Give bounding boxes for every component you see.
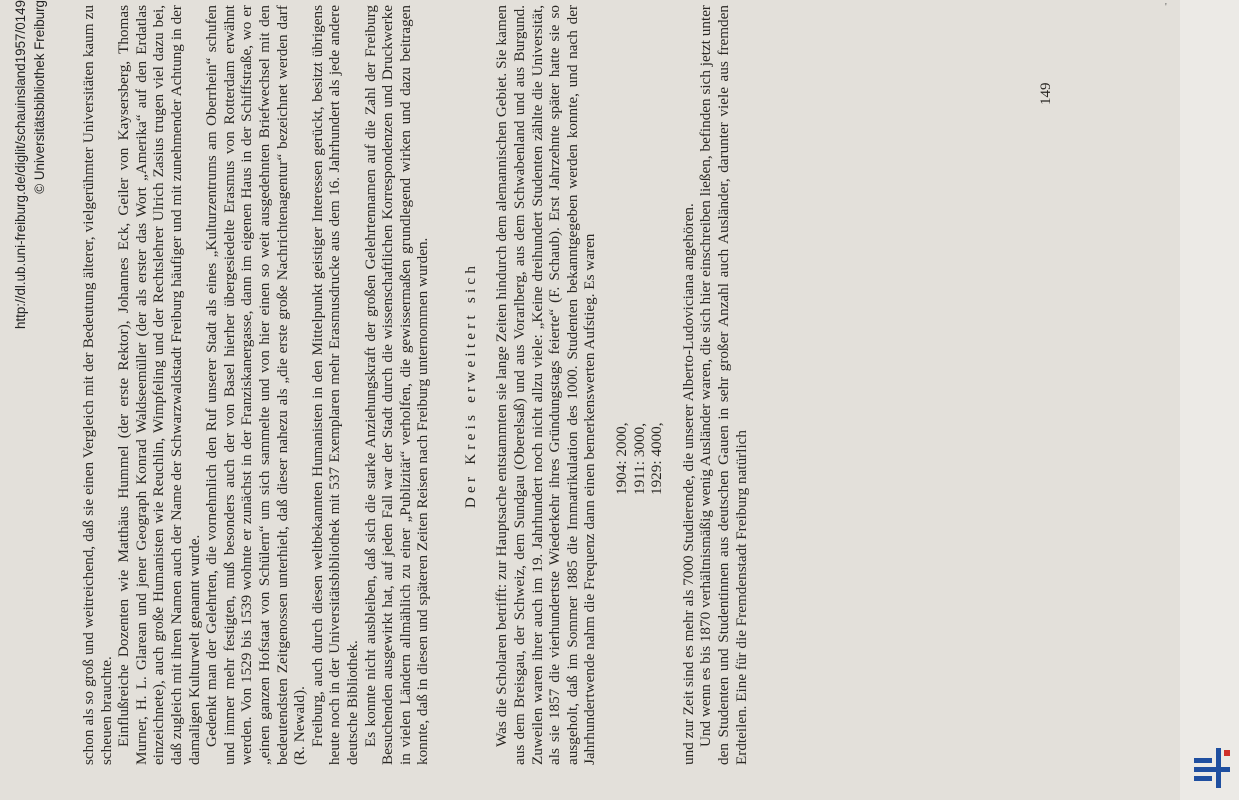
- paragraph-5: Es konnte nicht ausbleiben, daß sich die starke Anziehungskraft der großen Gelehrtennamen auf die Zahl der Freiburg Besuchenden ausgewirkt hat, auf jeden Fall war der Stadt durch die wissenschaftlichen Korrespondenzen und Druckwerke in vielen Ländern allmählich zu einer „Publizität“ verholfen, die gewissermaßen grundlegend wirken und dazu beitragen konnte, daß in diesen und späteren Zeiten Reisen nach Freiburg unternommen wurden.: [361, 5, 432, 765]
- logo-red-accent: [1224, 750, 1230, 756]
- paragraph-3: Gedenkt man der Gelehrten, die vornehmlich den Ruf unserer Stadt als eines „Kulturzentrums am Oberrhein“ schufen und immer mehr festigten, muß besonders auch der von Basel hierher übergesiedelte Erasmus von Rotterdam erwähnt werden. Von 1529 bis 1539 wohnte er zunächst in der Franziskanergasse, dann im eigenen Haus in der Schiffstraße, wo er „einen ganzen Hofstaat von Schülern“ um sich sammelte und von hier einen so weit ausgedehnten Briefwechsel mit den bedeutendsten Zeitgenossen unterhielt, daß dieser nahezu als „die erste große Nachrichtenagentur“ bezeichnet werden darf (R. Newald).: [203, 5, 309, 765]
- watermark: [0, 0, 59, 800]
- stat-line-1904: 1904: 2000,: [613, 422, 631, 495]
- watermark-strip: [1180, 0, 1239, 800]
- logo-bar-mid: [1194, 767, 1230, 772]
- paragraph-6: Was die Scholaren betrifft: zur Hauptsache entstammten sie lange Zeiten hindurch dem alemannischen Gebiet. Sie kamen aus dem Breisgau, der Schweiz, dem Sundgau (Oberelsaß) und aus Vorarlberg, aus dem Schwabenland und aus Burgund. Zuweilen waren ihrer auch im 19. Jahrhundert noch nicht allzu viele: „Keine dreihundert Studenten zählte die Universität, als sie 1857 die vierhundertste Wiederkehr ihres Gründungstags feierte“ (F. Schaub). Erst Jahrzehnte später hatte sie so ausgeholt, daß im Sommer 1885 die Immatrikulation des 1000. Studenten bekanntgegeben werden konnte, und nach der Jahrhundertwende nahm die Frequenz dann einen bemerkenswerten Aufstieg. Es waren: [493, 5, 599, 765]
- logo-stem: [1216, 748, 1221, 788]
- page-number: 149: [1038, 82, 1054, 105]
- section-heading: Der Kreis erweitert sich: [461, 261, 479, 509]
- library-logo-icon: [1190, 746, 1234, 790]
- paragraph-8: Und wenn es bis 1870 verhältnismäßig wenig Ausländer waren, die sich hier einschreiben ließen, befinden sich jetzt unter den Studenten und Studentinnen aus deutschen Gauen in sehr großer Anzahl auch Ausländer, darunter viele aus fremden Erdteilen. Eine für die Fremdenstadt Freiburg natürlich: [697, 5, 750, 765]
- stat-line-1911: 1911: 3000,: [630, 423, 648, 495]
- paragraph-2: Einflußreiche Dozenten wie Matthäus Hummel (der erste Rektor), Johannes Eck, Geiler von Kaysersberg, Thomas Murner, H. L. Glarean und jener Geograph Konrad Waldseemüller (der als erster das Wort „Amerika“ auf den Erdatlas einzeichnete), auch große Humanisten wie Reuchlin, Wimpfeling und der Rechtslehrer Ulrich Zasius trugen viel dazu bei, daß zugleich mit ihren Namen auch der Name der Schwarzwaldstadt Freiburg häufiger und mit zunehmender Achtung in der damaligen Kulturwelt genannt wurde.: [115, 5, 203, 765]
- paragraph-1: schon als so groß und weitreichend, daß sie einen Vergleich mit der Bedeutung älterer, vielgerühmter Universitäten kaum zu scheuen brauchte.: [80, 5, 115, 765]
- body-text: [80, 5, 750, 765]
- paragraph-7: und zur Zeit sind es mehr als 7000 Studierende, die unserer Alberto-Ludoviciana angehören.: [679, 203, 697, 765]
- watermark-copyright: © Universitätsbibliothek Freiburg: [32, 0, 47, 194]
- stat-line-1929: 1929: 4000,: [648, 422, 666, 495]
- logo-bar-top: [1194, 758, 1212, 763]
- watermark-url[interactable]: http://dl.ub.uni-freiburg.de/diglit/schauinsland1957/0149: [13, 0, 28, 330]
- paragraph-4: Freiburg, auch durch diesen weltbekannten Humanisten in den Mittelpunkt geistiger Interessen gerückt, besitzt übrigens heute noch in der Universitätsbibliothek mit 537 Exemplaren mehr Erasmusdrucke aus dem 16. Jahrhundert als jede andere deutsche Bibliothek.: [308, 5, 361, 765]
- logo-bar-bottom: [1194, 776, 1212, 781]
- corner-mark: ': [1165, 2, 1167, 13]
- book-page: [80, 5, 1080, 765]
